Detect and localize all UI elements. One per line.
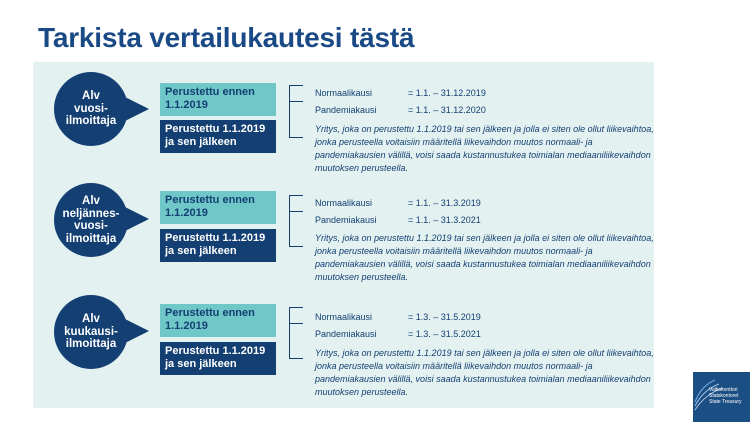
bracket-tick	[289, 85, 303, 86]
filer-label: Alv neljännes- vuosi- ilmoittaja	[62, 195, 120, 245]
section-monthly	[33, 292, 654, 402]
content-panel	[33, 62, 654, 408]
pandemic-period-label: Pandemiakausi	[315, 105, 377, 115]
normal-period-row	[315, 312, 481, 322]
pandemic-period-value: = 1.1. – 31.12.2020	[408, 105, 486, 115]
bracket-tick	[289, 323, 303, 324]
pandemic-period-label: Pandemiakausi	[315, 329, 377, 339]
page-title: Tarkista vertailukautesi tästä	[38, 22, 415, 53]
bracket-tick	[289, 246, 303, 247]
founded-after-box: Perustettu 1.1.2019 ja sen jälkeen	[160, 229, 276, 262]
bracket-tick	[289, 137, 303, 138]
normal-period-row	[315, 198, 481, 208]
pandemic-period-value: = 1.3. – 31.5.2021	[408, 329, 481, 339]
normal-period-value: = 1.1. – 31.12.2019	[408, 88, 486, 98]
normal-period-value: = 1.1. – 31.3.2019	[408, 198, 481, 208]
description-text: Yritys, joka on perustettu 1.1.2019 tai sen jälkeen ja jolla ei siten ole ollut liikevaihtoa, jonka perusteella voitaisiin määritellä liikevaihdon muutos normaali- ja pandemiakausien välillä, voisi saada kustannustukea toimialan mediaaniliikevaihdon muutoksen perusteella.	[315, 233, 654, 282]
state-treasury-logo	[693, 372, 750, 422]
bracket-line	[289, 85, 290, 137]
arrow-right-icon	[125, 207, 149, 231]
filer-circle	[54, 183, 128, 257]
description-text: Yritys, joka on perustettu 1.1.2019 tai sen jälkeen ja jolla ei siten ole ollut liikevaihtoa, jonka perusteella voitaisiin määritellä liikevaihdon muutos normaali- ja pandemiakausien välillä, voisi saada kustannustukea toimialan mediaaniliikevaihdon muutoksen perusteella.	[315, 348, 654, 397]
pandemic-period-value: = 1.1. – 31.3.2021	[408, 215, 481, 225]
normal-period-row	[315, 88, 486, 98]
bracket-tick	[289, 358, 303, 359]
pandemic-period-label: Pandemiakausi	[315, 215, 377, 225]
bracket-tick	[289, 195, 303, 196]
normal-period-label: Normaalikausi	[315, 198, 373, 208]
filer-label: Alv vuosi- ilmoittaja	[65, 90, 117, 128]
pandemic-period-row	[315, 329, 481, 339]
founded-before-box: Perustettu ennen 1.1.2019	[160, 304, 276, 337]
normal-period-value: = 1.3. – 31.5.2019	[408, 312, 481, 322]
filer-circle	[54, 295, 128, 369]
founded-after-box: Perustettu 1.1.2019 ja sen jälkeen	[160, 120, 276, 153]
normal-period-label: Normaalikausi	[315, 88, 373, 98]
bracket-tick	[289, 101, 303, 102]
arrow-right-icon	[125, 97, 149, 121]
description-text: Yritys, joka on perustettu 1.1.2019 tai sen jälkeen ja jolla ei siten ole ollut liikevaihtoa, jonka perusteella voitaisiin määritellä liikevaihdon muutos normaali- ja pandemiakausien välillä, voisi saada kustannustukea toimialan mediaaniliikevaihdon muutoksen perusteella.	[315, 124, 654, 173]
pandemic-period-row	[315, 215, 481, 225]
founded-before-box: Perustettu ennen 1.1.2019	[160, 191, 276, 224]
bracket-tick	[289, 211, 303, 212]
founded-before-box: Perustettu ennen 1.1.2019	[160, 83, 276, 116]
filer-label: Alv kuukausi- ilmoittaja	[64, 313, 118, 351]
arrow-right-icon	[125, 319, 149, 343]
section-quarterly	[33, 180, 654, 290]
bracket-tick	[289, 307, 303, 308]
normal-period-label: Normaalikausi	[315, 312, 373, 322]
bracket-line	[289, 195, 290, 246]
bracket-line	[289, 307, 290, 358]
logo-text: Valtiokonttori Statskontoret State Treasury	[709, 387, 742, 405]
pandemic-period-row	[315, 105, 486, 115]
founded-after-box: Perustettu 1.1.2019 ja sen jälkeen	[160, 342, 276, 375]
filer-circle	[54, 72, 128, 146]
section-annual	[33, 62, 654, 172]
